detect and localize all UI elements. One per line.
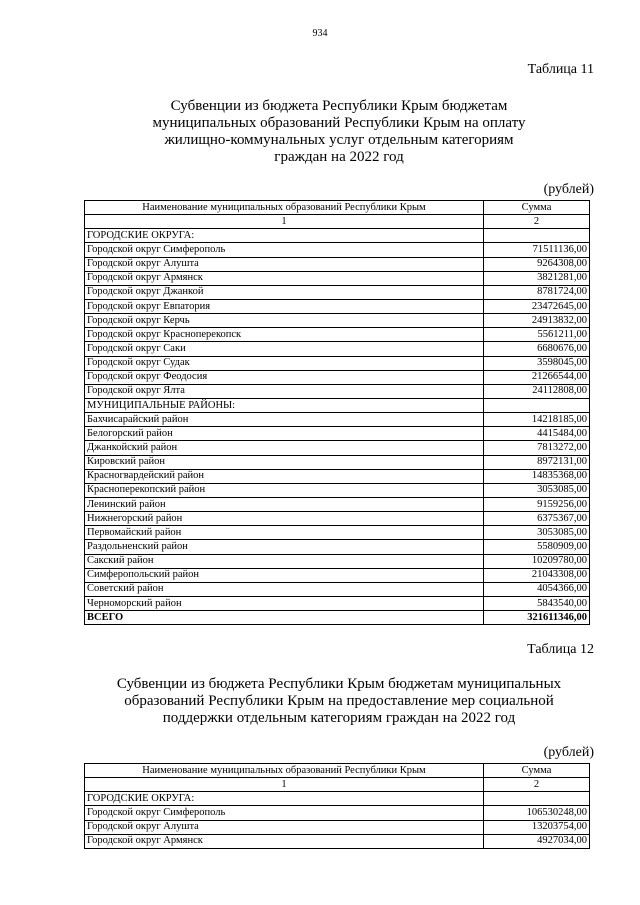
row-amount: 3053085,00 (484, 526, 590, 540)
table-row (85, 342, 590, 356)
table-row (85, 314, 590, 328)
row-name: Городской округ Саки (85, 342, 484, 356)
row-amount (484, 229, 590, 243)
row-name: Городской округ Евпатория (85, 299, 484, 313)
row-amount: 8781724,00 (484, 285, 590, 299)
column-number-1: 1 (85, 778, 484, 792)
row-name: Городской округ Алушта (85, 257, 484, 271)
table-row (85, 455, 590, 469)
row-amount: 5561211,00 (484, 328, 590, 342)
row-name: ГОРОДСКИЕ ОКРУГА: (85, 229, 484, 243)
row-amount: 106530248,00 (484, 806, 590, 820)
table-11-label: Таблица 11 (527, 62, 594, 77)
column-number-row (85, 215, 590, 229)
column-number-1: 1 (85, 215, 484, 229)
title-line: муниципальных образований Республики Крым на оплату (152, 115, 526, 131)
title-line: граждан на 2022 год (274, 149, 404, 165)
table-row (85, 568, 590, 582)
row-name: Городской округ Армянск (85, 271, 484, 285)
row-name: Городской округ Ялта (85, 384, 484, 398)
row-name: Бахчисарайский район (85, 413, 484, 427)
row-name: Городской округ Армянск (85, 834, 484, 848)
row-amount: 24913832,00 (484, 314, 590, 328)
table-header-row (85, 764, 590, 778)
row-amount: 6375367,00 (484, 512, 590, 526)
table-row (85, 285, 590, 299)
row-amount: 24112808,00 (484, 384, 590, 398)
row-amount: 4927034,00 (484, 834, 590, 848)
row-name: Городской округ Судак (85, 356, 484, 370)
row-amount: 4054366,00 (484, 582, 590, 596)
row-amount: 3598045,00 (484, 356, 590, 370)
row-name: Черноморский район (85, 596, 484, 610)
table-11-units: (рублей) (543, 182, 594, 197)
title-line: жилищно-коммунальных услуг отдельным категориям (164, 132, 514, 148)
header-name: Наименование муниципальных образований Республики Крым (85, 201, 484, 215)
table-row (85, 384, 590, 398)
header-amount: Сумма (484, 764, 590, 778)
row-amount: 9264308,00 (484, 257, 590, 271)
title-line: Субвенции из бюджета Республики Крым бюджетам муниципальных (116, 676, 562, 692)
table-row (85, 497, 590, 511)
table-row (85, 820, 590, 834)
table-12 (84, 763, 590, 849)
row-name: Городской округ Керчь (85, 314, 484, 328)
table-11 (84, 200, 590, 625)
row-amount: 23472645,00 (484, 299, 590, 313)
table-12-label: Таблица 12 (527, 642, 594, 657)
table-row (85, 328, 590, 342)
row-amount: 10209780,00 (484, 554, 590, 568)
table-row (85, 512, 590, 526)
row-name: Нижнегорский район (85, 512, 484, 526)
row-amount: 13203754,00 (484, 820, 590, 834)
row-amount: 5843540,00 (484, 596, 590, 610)
table-row (85, 370, 590, 384)
table-row (85, 299, 590, 313)
table-row (85, 398, 590, 412)
table-row (85, 441, 590, 455)
row-name: МУНИЦИПАЛЬНЫЕ РАЙОНЫ: (85, 398, 484, 412)
row-amount: 3821281,00 (484, 271, 590, 285)
row-name: Советский район (85, 582, 484, 596)
row-amount: 71511136,00 (484, 243, 590, 257)
row-amount: 21043308,00 (484, 568, 590, 582)
row-name: ГОРОДСКИЕ ОКРУГА: (85, 792, 484, 806)
table-row (85, 243, 590, 257)
row-amount: 6680676,00 (484, 342, 590, 356)
header-name: Наименование муниципальных образований Республики Крым (85, 764, 484, 778)
table-row (85, 596, 590, 610)
table-row (85, 792, 590, 806)
table-12-units: (рублей) (543, 745, 594, 760)
row-amount: 14835368,00 (484, 469, 590, 483)
table-row (85, 469, 590, 483)
table-header-row (85, 201, 590, 215)
row-name: Кировский район (85, 455, 484, 469)
column-number-2: 2 (484, 215, 590, 229)
row-name: Ленинский район (85, 497, 484, 511)
table-row (85, 540, 590, 554)
row-name: Белогорский район (85, 427, 484, 441)
table-row (85, 229, 590, 243)
row-name: Первомайский район (85, 526, 484, 540)
total-label: ВСЕГО (85, 611, 484, 625)
row-amount: 5580909,00 (484, 540, 590, 554)
row-name: Симферопольский район (85, 568, 484, 582)
row-name: Городской округ Алушта (85, 820, 484, 834)
table-row (85, 806, 590, 820)
column-number-2: 2 (484, 778, 590, 792)
table-row (85, 257, 590, 271)
title-line: Субвенции из бюджета Республики Крым бюджетам (170, 98, 508, 114)
row-amount: 9159256,00 (484, 497, 590, 511)
total-row (85, 611, 590, 625)
row-name: Сакский район (85, 554, 484, 568)
row-amount: 8972131,00 (484, 455, 590, 469)
column-number-row (85, 778, 590, 792)
table-row (85, 427, 590, 441)
row-name: Городской округ Красноперекопск (85, 328, 484, 342)
row-amount: 21266544,00 (484, 370, 590, 384)
row-amount: 4415484,00 (484, 427, 590, 441)
header-amount: Сумма (484, 201, 590, 215)
table-row (85, 526, 590, 540)
row-name: Городской округ Джанкой (85, 285, 484, 299)
row-name: Красноперекопский район (85, 483, 484, 497)
title-line: поддержки отдельным категориям граждан на 2022 год (162, 710, 516, 726)
row-amount: 14218185,00 (484, 413, 590, 427)
page-number: 934 (312, 28, 328, 39)
total-amount: 321611346,00 (484, 611, 590, 625)
row-amount: 3053085,00 (484, 483, 590, 497)
row-name: Городской округ Симферополь (85, 243, 484, 257)
row-amount: 7813272,00 (484, 441, 590, 455)
row-name: Джанкойский район (85, 441, 484, 455)
table-row (85, 582, 590, 596)
table-row (85, 271, 590, 285)
table-row (85, 483, 590, 497)
table-row (85, 356, 590, 370)
table-row (85, 413, 590, 427)
row-amount (484, 792, 590, 806)
table-11-title (84, 98, 594, 166)
table-row (85, 834, 590, 848)
table-row (85, 554, 590, 568)
row-name: Раздольненский район (85, 540, 484, 554)
row-name: Красногвардейский район (85, 469, 484, 483)
row-amount (484, 398, 590, 412)
row-name: Городской округ Феодосия (85, 370, 484, 384)
table-12-title (84, 676, 594, 727)
title-line: образований Республики Крым на предоставление мер социальной (124, 693, 554, 709)
row-name: Городской округ Симферополь (85, 806, 484, 820)
